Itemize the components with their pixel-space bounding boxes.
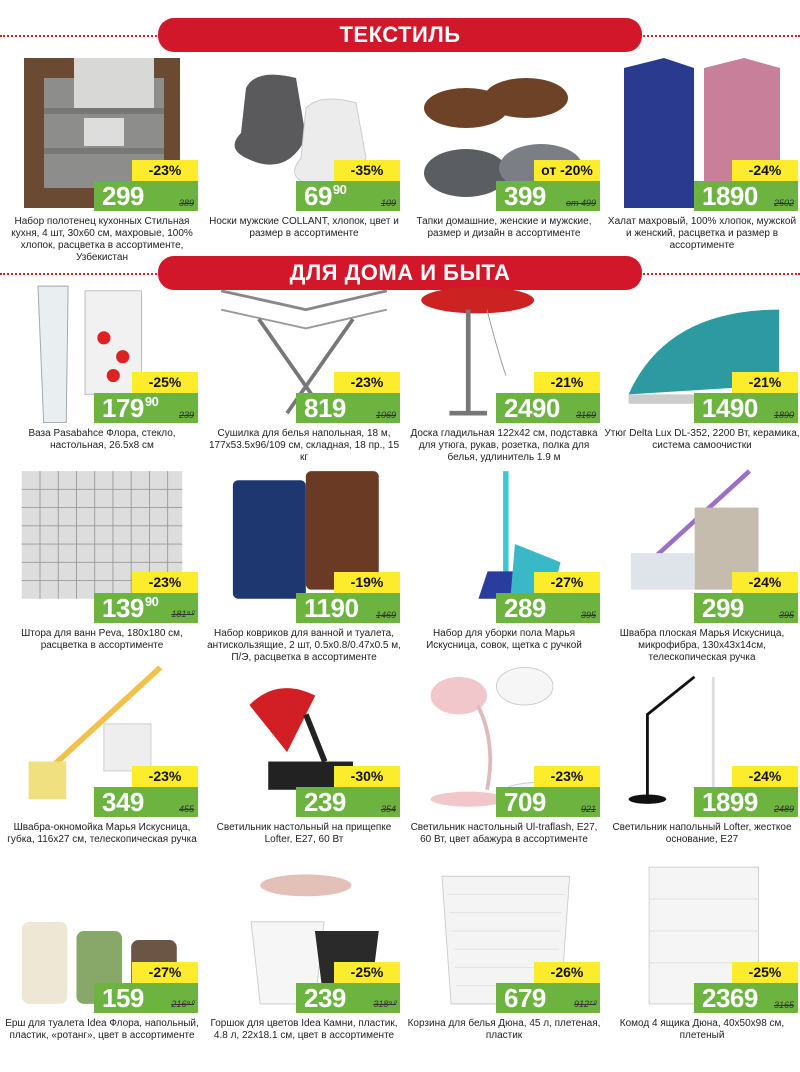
current-price bbox=[702, 181, 758, 212]
product-description: Тапки домашние, женские и мужские, размер и дизайн в ассортименте bbox=[416, 216, 592, 239]
product-description: Ваза Pasabahce Флора, стекло, настольная, 26.5х8 см bbox=[28, 428, 176, 451]
current-price bbox=[304, 787, 346, 818]
product-description: Утюг Delta Lux DL-352, 2200 Вт, керамика, система самоочистки bbox=[604, 428, 800, 451]
price-tag bbox=[94, 393, 198, 423]
product-description: Носки мужские COLLANT, хлопок, цвет и размер в ассортименте bbox=[209, 216, 399, 239]
product-description: Светильник настольный на прищепке Lofter, E27, 60 Вт bbox=[216, 822, 392, 845]
price-value: 819 bbox=[304, 393, 346, 423]
old-price: 1469 bbox=[375, 610, 396, 620]
product-description: Набор для уборки пола Марья Искусница, совок, щетка с ручкой bbox=[426, 628, 582, 651]
old-price: 216⁹⁰ bbox=[171, 999, 194, 1009]
current-price bbox=[702, 393, 758, 424]
old-price: 1069 bbox=[375, 410, 396, 420]
price-cents: 90 bbox=[332, 182, 347, 197]
price-value: 139 bbox=[102, 593, 144, 623]
price-tag bbox=[296, 181, 400, 211]
product-description: Швабра плоская Марья Искусница, микрофибра, 130х43х14см, телескопическая ручка bbox=[619, 628, 785, 663]
current-price bbox=[304, 983, 346, 1014]
discount-badge: -25% bbox=[732, 962, 798, 983]
price-tag bbox=[694, 393, 798, 423]
current-price bbox=[102, 787, 144, 818]
product-description: Сушилка для белья напольная, 18 м, 177х53.5х96/109 см, складная, 18 пр., 15 кг bbox=[208, 428, 400, 463]
price-tag bbox=[694, 593, 798, 623]
price-value: 1490 bbox=[702, 393, 758, 423]
current-price bbox=[102, 593, 158, 624]
discount-badge: -26% bbox=[534, 962, 600, 983]
price-value: 289 bbox=[504, 593, 546, 623]
price-value: 239 bbox=[304, 983, 346, 1013]
product-description: Доска гладильная 122х42 см, подставка для утюга, рукав, розетка, полка для белья, удлинитель 1.9 м bbox=[410, 428, 598, 463]
price-value: 179 bbox=[102, 393, 144, 423]
current-price bbox=[504, 593, 546, 624]
discount-badge: -30% bbox=[334, 766, 400, 787]
price-value: 69 bbox=[304, 181, 332, 211]
current-price bbox=[504, 983, 546, 1014]
price-value: 2490 bbox=[504, 393, 560, 423]
discount-badge: -19% bbox=[334, 572, 400, 593]
current-price bbox=[504, 181, 546, 212]
old-price: 181⁹⁰ bbox=[171, 609, 194, 619]
old-price: 2502 bbox=[773, 198, 794, 208]
discount-badge: -27% bbox=[534, 572, 600, 593]
discount-badge: -35% bbox=[334, 160, 400, 181]
current-price bbox=[102, 181, 144, 212]
price-tag bbox=[296, 593, 400, 623]
price-value: 239 bbox=[304, 787, 346, 817]
price-value: 159 bbox=[102, 983, 144, 1013]
old-price: 354 bbox=[380, 804, 396, 814]
product-description: Корзина для белья Дюна, 45 л, плетеная, пластик bbox=[407, 1018, 601, 1041]
discount-badge: -23% bbox=[534, 766, 600, 787]
price-tag bbox=[694, 181, 798, 211]
price-value: 299 bbox=[102, 181, 144, 211]
price-tag bbox=[694, 983, 798, 1013]
current-price bbox=[304, 393, 346, 424]
discount-badge: -23% bbox=[132, 766, 198, 787]
old-price: 395 bbox=[778, 610, 794, 620]
old-price: 2489 bbox=[773, 804, 794, 814]
discount-badge: -25% bbox=[334, 962, 400, 983]
current-price bbox=[304, 181, 346, 212]
product-description: Набор ковриков для ванной и туалета, антискользящие, 2 шт, 0.5х0.8/0.47х0.5 м, П/Э, расцветка в ассортименте bbox=[207, 628, 401, 663]
section-title: ДЛЯ ДОМА И БЫТА bbox=[158, 256, 642, 290]
current-price bbox=[102, 983, 144, 1014]
price-cents: 90 bbox=[144, 394, 159, 409]
current-price bbox=[504, 787, 546, 818]
discount-badge: -23% bbox=[132, 572, 198, 593]
discount-badge: -23% bbox=[334, 372, 400, 393]
product-description: Ерш для туалета Idea Флора, напольный, пластик, «ротанг», цвет в ассортименте bbox=[5, 1018, 199, 1041]
old-price: 921 bbox=[580, 804, 596, 814]
old-price: от 499 bbox=[565, 198, 596, 208]
price-tag bbox=[496, 593, 600, 623]
price-value: 399 bbox=[504, 181, 546, 211]
current-price bbox=[702, 787, 758, 818]
product-description: Швабра-окномойка Марья Искусница, губка, 116х27 см, телескопическая ручка bbox=[7, 822, 197, 845]
price-tag bbox=[94, 181, 198, 211]
current-price bbox=[102, 393, 158, 424]
price-value: 299 bbox=[702, 593, 744, 623]
price-tag bbox=[296, 787, 400, 817]
current-price bbox=[504, 393, 560, 424]
price-tag bbox=[496, 787, 600, 817]
price-tag bbox=[94, 593, 198, 623]
discount-badge: -24% bbox=[732, 766, 798, 787]
old-price: 912⁷⁰ bbox=[573, 999, 596, 1009]
product-description: Набор полотенец кухонных Стильная кухня, 4 шт, 30х60 см, махровые, 100% хлопок, расцветка в ассортименте, Узбекистан bbox=[11, 216, 193, 263]
product-description: Горшок для цветов Idea Камни, пластик, 4.8 л, 22х18.1 см, цвет в ассортименте bbox=[210, 1018, 398, 1041]
old-price: 1890 bbox=[773, 410, 794, 420]
price-tag bbox=[94, 983, 198, 1013]
product-description: Светильник напольный Lofter, жесткое основание, E27 bbox=[612, 822, 792, 845]
price-tag bbox=[694, 787, 798, 817]
price-value: 679 bbox=[504, 983, 546, 1013]
current-price bbox=[702, 593, 744, 624]
price-cents: 90 bbox=[144, 594, 159, 609]
product-description: Комод 4 ящика Дюна, 40х50х98 см, плетеный bbox=[619, 1018, 785, 1041]
price-value: 1190 bbox=[304, 593, 359, 623]
discount-badge: -21% bbox=[732, 372, 798, 393]
old-price: 239 bbox=[178, 410, 194, 420]
old-price: 318⁹⁰ bbox=[373, 999, 396, 1009]
old-price: 395 bbox=[580, 610, 596, 620]
old-price: 455 bbox=[178, 804, 194, 814]
price-tag bbox=[94, 787, 198, 817]
discount-badge: -25% bbox=[132, 372, 198, 393]
price-value: 1890 bbox=[702, 181, 758, 211]
discount-badge: -23% bbox=[132, 160, 198, 181]
price-value: 1899 bbox=[702, 787, 758, 817]
old-price: 389 bbox=[178, 198, 194, 208]
price-value: 709 bbox=[504, 787, 546, 817]
price-tag bbox=[496, 181, 600, 211]
old-price: 3165 bbox=[773, 1000, 794, 1010]
discount-badge: -27% bbox=[132, 962, 198, 983]
discount-badge: -24% bbox=[732, 572, 798, 593]
current-price bbox=[702, 983, 758, 1014]
discount-badge: -21% bbox=[534, 372, 600, 393]
section-title: ТЕКСТИЛЬ bbox=[158, 18, 642, 52]
product-description: Халат махровый, 100% хлопок, мужской и женский, расцветка и размер в ассортименте bbox=[607, 216, 797, 251]
product-description: Штора для ванн Peva, 180х180 см, расцветка в ассортименте bbox=[21, 628, 183, 651]
product-description: Светильник настольный Ul-traflash, E27, 60 Вт, цвет абажура в ассортименте bbox=[410, 822, 598, 845]
price-tag bbox=[496, 393, 600, 423]
price-value: 349 bbox=[102, 787, 144, 817]
price-tag bbox=[496, 983, 600, 1013]
old-price: 109 bbox=[380, 198, 396, 208]
current-price bbox=[304, 593, 358, 624]
price-tag bbox=[296, 393, 400, 423]
price-value: 2369 bbox=[702, 983, 758, 1013]
discount-badge: -24% bbox=[732, 160, 798, 181]
discount-badge: от -20% bbox=[534, 160, 600, 181]
price-tag bbox=[296, 983, 400, 1013]
old-price: 3169 bbox=[575, 410, 596, 420]
